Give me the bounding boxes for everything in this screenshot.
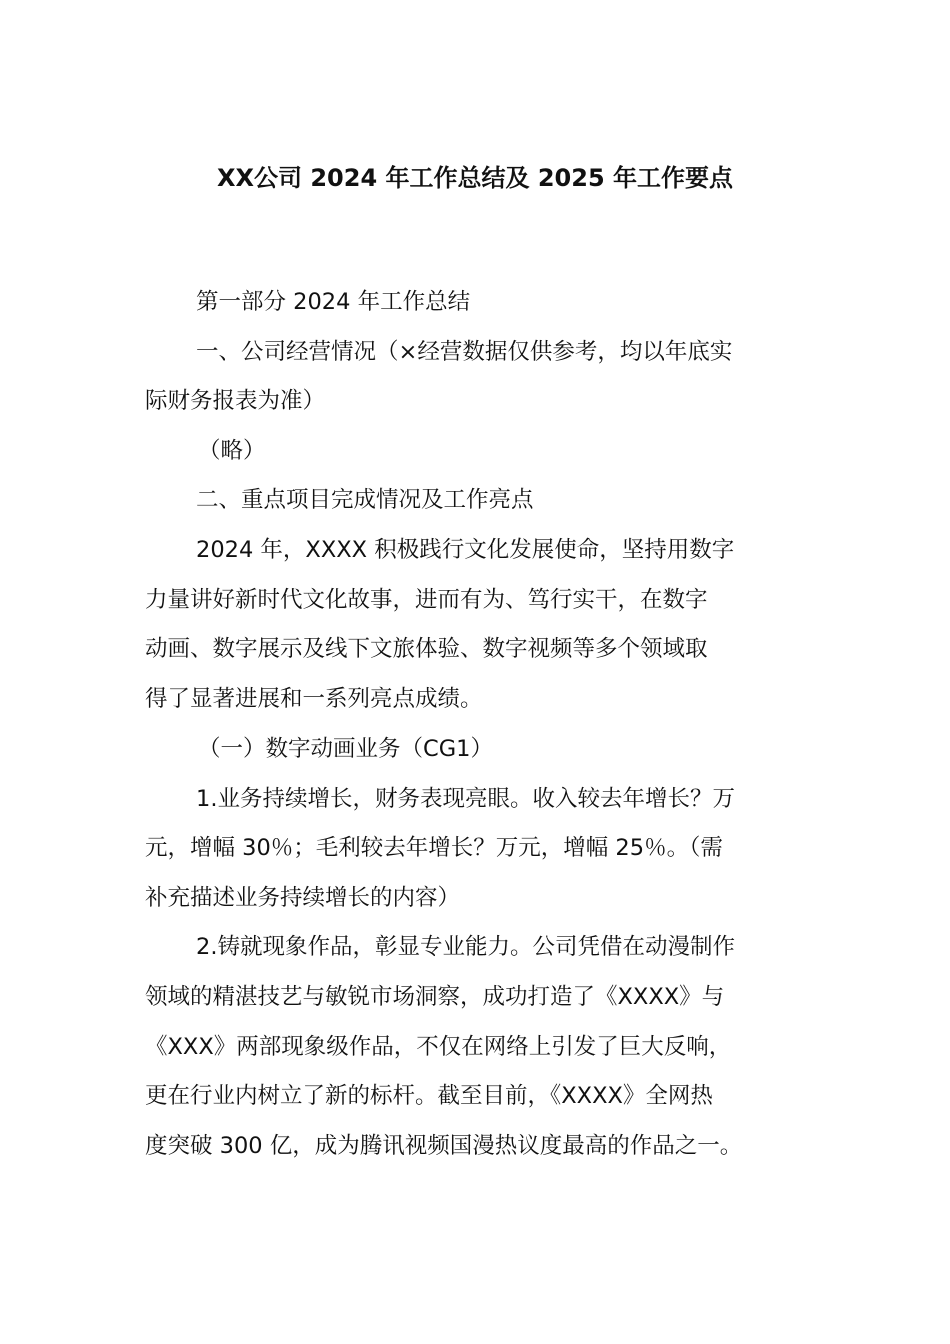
subsection-heading: （一）数字动画业务（CG1）: [198, 736, 493, 762]
part-heading: 第一部分 2024 年工作总结: [196, 289, 471, 315]
document-title: XX公司 2024 年工作总结及 2025 年工作要点: [216, 164, 734, 192]
omitted-note: （略）: [198, 438, 266, 464]
paragraph-line: 元，增幅 30％；毛利较去年增长？万元，增幅 25％。（需: [145, 835, 723, 861]
paragraph-line: 1.业务持续增长，财务表现亮眼。收入较去年增长？万: [196, 786, 735, 812]
paragraph-line: 更在行业内树立了新的标杆。截至目前，《XXXX》全网热: [145, 1083, 713, 1109]
paragraph-line: 2024 年，XXXX 积极践行文化发展使命，坚持用数字: [196, 537, 735, 563]
section-heading-1-cont: 际财务报表为准）: [145, 388, 326, 414]
paragraph-line: 补充描述业务持续增长的内容）: [145, 885, 461, 911]
section-heading-2: 二、重点项目完成情况及工作亮点: [196, 487, 534, 513]
paragraph-line: 动画、数字展示及线下文旅体验、数字视频等多个领域取: [145, 636, 708, 662]
paragraph-line: 领域的精湛技艺与敏锐市场洞察，成功打造了《XXXX》与: [145, 984, 725, 1010]
paragraph-line: 得了显著进展和一系列亮点成绩。: [145, 686, 483, 712]
paragraph-line: 力量讲好新时代文化故事，进而有为、笃行实干，在数字: [145, 587, 708, 613]
section-heading-1: 一、公司经营情况（×经营数据仅供参考，均以年底实: [196, 339, 733, 365]
paragraph-line: 《XXX》两部现象级作品，不仅在网络上引发了巨大反响，: [145, 1034, 732, 1060]
paragraph-line: 度突破 300 亿，成为腾讯视频国漫热议度最高的作品之一。: [145, 1133, 743, 1159]
paragraph-line: 2.铸就现象作品，彰显专业能力。公司凭借在动漫制作: [196, 934, 735, 960]
